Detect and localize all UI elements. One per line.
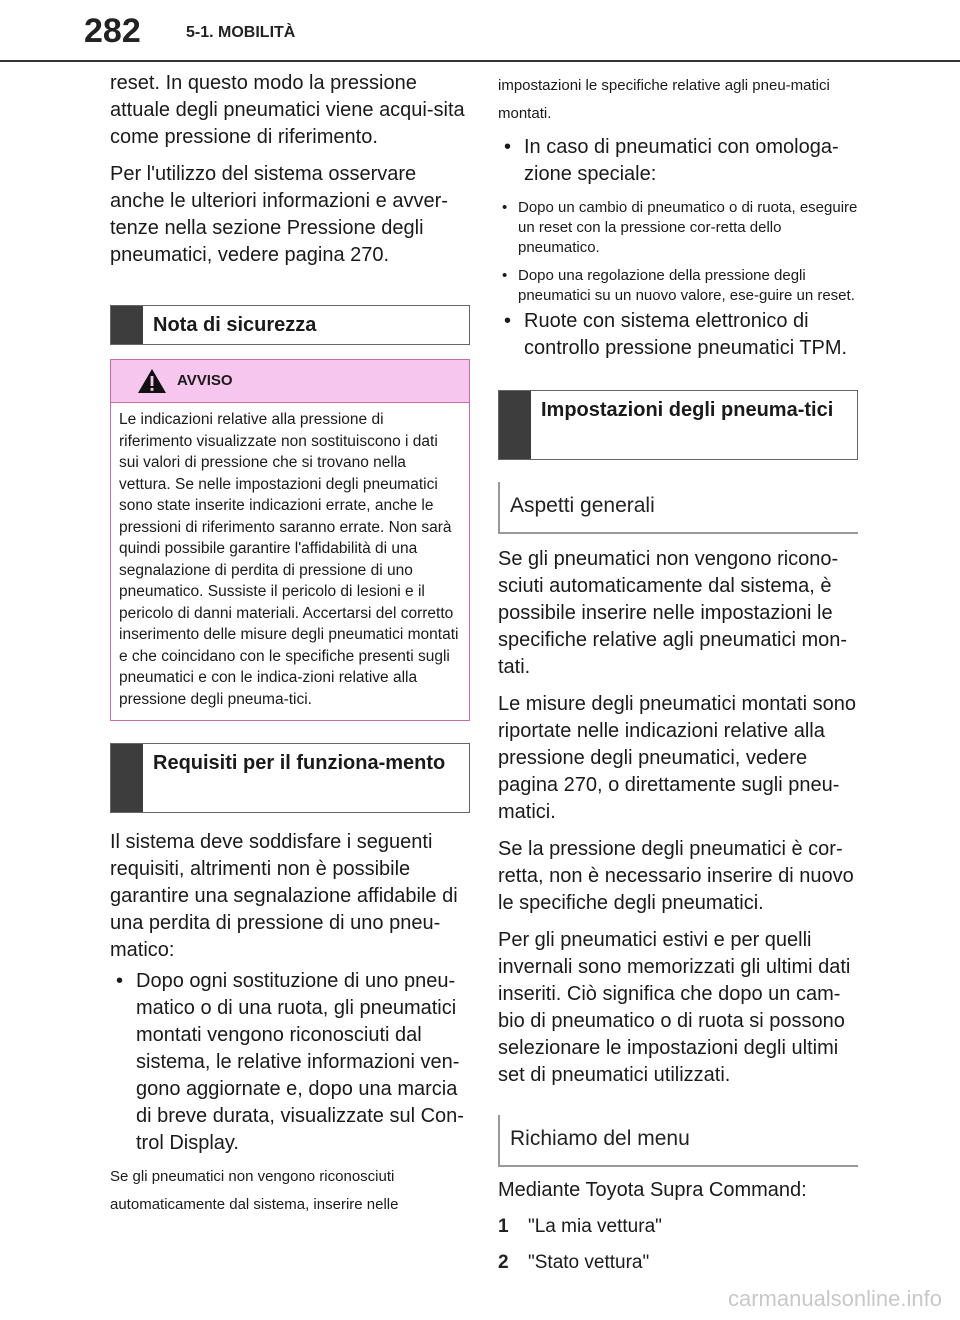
paragraph: Mediante Toyota Supra Command: bbox=[498, 1179, 807, 1201]
paragraph: Se la pressione degli pneumatici è cor-retta, non è necessario inserire di nuovo le specifiche degli pneumatici. bbox=[498, 838, 854, 914]
paragraph: Per l'utilizzo del sistema osservare anche le ulteriori informazioni e avver-tenze nella sezione Pressione degli pneumatici, vedere pagina 270. bbox=[110, 163, 448, 266]
paragraph: reset. In questo modo la pressione attuale degli pneumatici viene acqui-sita come pressione di riferimento. bbox=[110, 72, 465, 148]
sub-list-item: • Dopo una regolazione della pressione degli pneumatici su un nuovo valore, ese-guire un reset. bbox=[498, 266, 858, 306]
safety-heading-box bbox=[110, 305, 470, 345]
note-text: Se gli pneumatici non vengono riconosciuti automaticamente dal sistema, inserire nelle bbox=[110, 1168, 399, 1213]
warning-text: Le indicazioni relative alla pressione di riferimento visualizzate non sostituiscono i dati sui valori di pressione che si trovano nella vettura. Se nelle impostazioni degli pneumatici sono state inserite indicazioni errate, anche le pressioni di riferimento saranno errate. Non sarà quindi possibile garantire l'affidabilità di una segnalazione di perdita di pressione di uno pneumatico. Sussiste il pericolo di lesioni e il pericolo di danni materiali. Accertarsi del corretto inserimento delle misure degli pneumatici montati e che coincidano con le specifiche presenti sugli pneumatici e con le indica-zioni relative alla pressione degli pneuma-tici. bbox=[119, 411, 459, 708]
step-item bbox=[498, 1250, 858, 1276]
paragraph: Se gli pneumatici non vengono ricono-sciuti automaticamente dal sistema, è possibile inserire nelle impostazioni le specifiche relative agli pneumatici mon-tati. bbox=[498, 548, 848, 678]
step-item bbox=[498, 1214, 858, 1240]
sub-list-item: • Dopo un cambio di pneumatico o di ruota, eseguire un reset con la pressione cor-retta dello pneumatico. bbox=[498, 198, 858, 258]
paragraph: Le misure degli pneumatici montati sono riportate nelle indicazioni relative alla pressione degli pneumatici, vedere pagina 270, o direttamente sugli pneu-matici. bbox=[498, 693, 856, 823]
settings-heading-box bbox=[498, 390, 858, 460]
warning-header bbox=[111, 360, 469, 403]
heading-bar bbox=[499, 391, 531, 459]
right-column bbox=[498, 72, 858, 1286]
watermark: carmanualsonline.info bbox=[727, 1286, 942, 1311]
paragraph: Il sistema deve soddisfare i seguenti requisiti, altrimenti non è possibile garantire una segnalazione affidabile di una perdita di pressione di uno pneu-matico: bbox=[110, 831, 458, 961]
section-label: 5-1. MOBILITÀ bbox=[186, 24, 296, 41]
menu-heading: Richiamo del menu bbox=[498, 1115, 858, 1167]
step-number: 2 bbox=[498, 1252, 509, 1273]
safety-heading: Nota di sicurezza bbox=[153, 314, 317, 336]
warning-title: AVVISO bbox=[177, 372, 233, 389]
list-item: • In caso di pneumatici con omologa-zione speciale: bbox=[498, 134, 858, 188]
page-header bbox=[0, 0, 960, 62]
requirements-heading: Requisiti per il funziona-mento bbox=[153, 752, 446, 774]
heading-bar bbox=[111, 306, 143, 344]
paragraph: Per gli pneumatici estivi e per quelli invernali sono memorizzati gli ultimi dati inseriti. Ciò significa che dopo un cam-bio di pneumatico o di ruota si possono selezionare le impostazioni degli ultimi set di pneumatici utilizzati. bbox=[498, 929, 851, 1086]
step-text: "La mia vettura" bbox=[528, 1216, 662, 1237]
requirements-heading-box bbox=[110, 743, 470, 813]
aspects-heading: Aspetti generali bbox=[498, 482, 858, 534]
left-column bbox=[110, 70, 470, 1219]
warning-box bbox=[110, 359, 470, 721]
list-item: • Dopo ogni sostituzione di uno pneu-matico o di una ruota, gli pneumatici montati vengono riconosciuti dal sistema, le relative informazioni ven-gono aggiornate e, dopo una marcia di breve durata, visualizzate sul Con-trol Display. bbox=[110, 968, 470, 1157]
heading-bar bbox=[111, 744, 143, 812]
settings-heading: Impostazioni degli pneuma-tici bbox=[541, 399, 834, 421]
list-item: • Ruote con sistema elettronico di controllo pressione pneumatici TPM. bbox=[498, 308, 858, 362]
step-number: 1 bbox=[498, 1216, 509, 1237]
page-number: 282 bbox=[84, 12, 141, 50]
warning-triangle-icon bbox=[137, 368, 167, 394]
step-text: "Stato vettura" bbox=[528, 1252, 650, 1273]
note-text: impostazioni le specifiche relative agli pneu-matici montati. bbox=[498, 77, 830, 122]
